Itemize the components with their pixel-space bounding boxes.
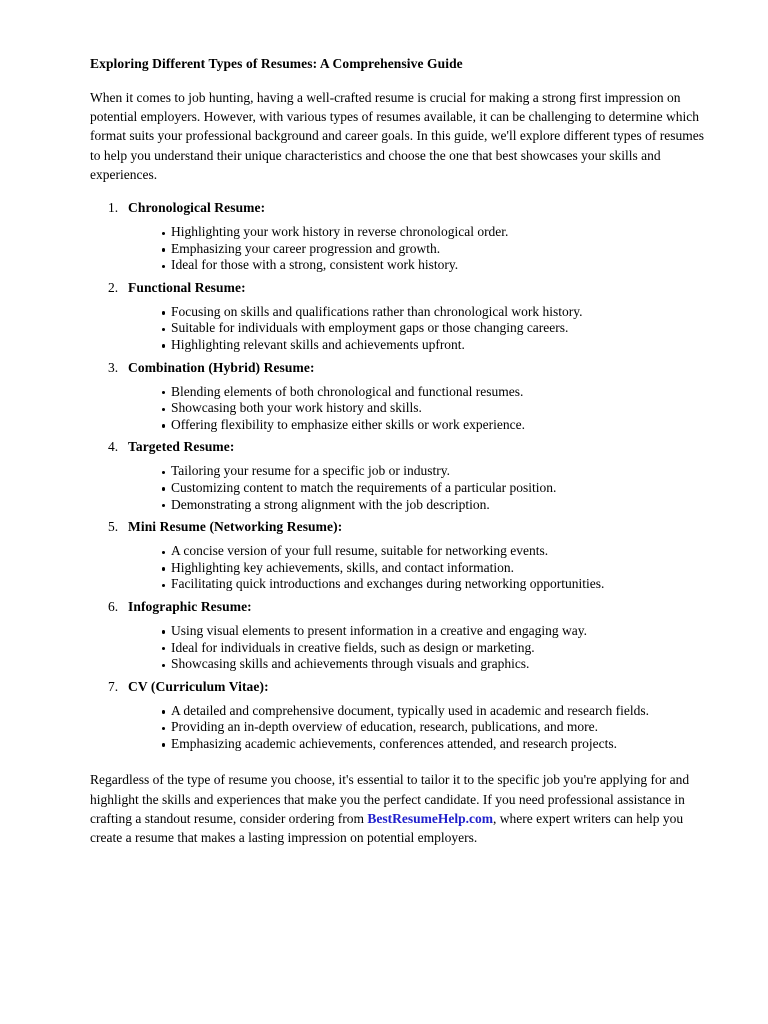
list-item xyxy=(163,463,691,480)
list-item xyxy=(163,576,691,593)
bullet-icon xyxy=(162,551,165,554)
detail-text: Showcasing both your work history and skills. xyxy=(171,400,422,416)
bullet-icon xyxy=(162,630,165,633)
bullet-icon xyxy=(162,265,165,268)
detail-text: Providing an in-depth overview of education, research, publications, and more. xyxy=(171,719,598,735)
bullet-icon xyxy=(162,487,165,490)
list-item xyxy=(163,304,691,321)
list-item xyxy=(163,640,691,657)
item-heading: Mini Resume (Networking Resume): xyxy=(128,519,343,535)
list-item xyxy=(90,517,706,593)
item-heading: Combination (Hybrid) Resume: xyxy=(128,359,315,375)
closing-paragraph xyxy=(90,770,706,847)
list-item xyxy=(163,543,691,560)
item-heading: Functional Resume: xyxy=(128,279,246,295)
detail-text: Highlighting relevant skills and achievements upfront. xyxy=(171,336,465,352)
list-item xyxy=(90,278,706,354)
bullet-icon xyxy=(162,328,165,331)
detail-text: Suitable for individuals with employment gaps or those changing careers. xyxy=(171,320,569,336)
item-number: 7. xyxy=(108,678,119,694)
closing-text-before-link: Regardless of the type of resume you choose, it's essential to tailor it to the specific job you're applying for and highlight the skills and experiences that make you the perfect candidate. If you need professional assistance in crafting a standout resume, consider ordering from xyxy=(90,772,690,826)
detail-text: Facilitating quick introductions and exchanges during networking opportunities. xyxy=(171,576,605,592)
item-heading: Infographic Resume: xyxy=(128,598,252,614)
list-item xyxy=(90,358,706,434)
list-item xyxy=(163,241,691,258)
list-item xyxy=(90,677,706,753)
item-number: 2. xyxy=(108,279,119,295)
item-number: 1. xyxy=(108,200,119,216)
bullet-icon xyxy=(162,424,165,427)
detail-text: Ideal for those with a strong, consistent work history. xyxy=(171,257,459,273)
list-item xyxy=(163,703,691,720)
detail-text: Ideal for individuals in creative fields, such as design or marketing. xyxy=(171,639,535,655)
list-item xyxy=(163,480,691,497)
list-item xyxy=(163,656,691,673)
detail-text: Highlighting your work history in reverse chronological order. xyxy=(171,224,509,240)
list-item xyxy=(163,560,691,577)
detail-text: Highlighting key achievements, skills, and contact information. xyxy=(171,559,515,575)
bullet-icon xyxy=(162,584,165,587)
list-item xyxy=(163,400,691,417)
list-item xyxy=(163,320,691,337)
bullet-icon xyxy=(162,727,165,730)
list-item xyxy=(163,384,691,401)
detail-text: Blending elements of both chronological and functional resumes. xyxy=(171,383,524,399)
detail-list xyxy=(128,703,706,753)
detail-text: Emphasizing your career progression and growth. xyxy=(171,240,441,256)
bullet-icon xyxy=(162,664,165,667)
detail-list xyxy=(128,384,706,434)
list-item xyxy=(90,597,706,673)
detail-text: A concise version of your full resume, suitable for networking events. xyxy=(171,543,549,559)
bullet-icon xyxy=(162,248,165,251)
bullet-icon xyxy=(162,504,165,507)
detail-text: Focusing on skills and qualifications rather than chronological work history. xyxy=(171,303,583,319)
bestresumehelp-link[interactable]: BestResumeHelp.com xyxy=(367,810,494,826)
bullet-icon xyxy=(162,743,165,746)
detail-text: Tailoring your resume for a specific job or industry. xyxy=(171,463,450,479)
item-heading: CV (Curriculum Vitae): xyxy=(128,678,269,694)
bullet-icon xyxy=(162,408,165,411)
bullet-icon xyxy=(162,311,165,314)
bullet-icon xyxy=(162,344,165,347)
page-title: Exploring Different Types of Resumes: A Comprehensive Guide xyxy=(90,56,463,71)
list-item xyxy=(90,198,706,274)
list-item xyxy=(163,736,691,753)
closing-text-after-link: , where expert writers can help you create a resume that makes a lasting impression on potential employers. xyxy=(90,810,684,846)
item-heading: Chronological Resume: xyxy=(128,200,266,216)
resume-types-list xyxy=(90,198,706,752)
detail-text: A detailed and comprehensive document, typically used in academic and research fields. xyxy=(171,702,649,718)
list-item xyxy=(163,224,691,241)
detail-list xyxy=(128,224,706,274)
bullet-icon xyxy=(162,647,165,650)
list-item xyxy=(163,623,691,640)
item-heading: Targeted Resume: xyxy=(128,439,235,455)
bullet-icon xyxy=(162,391,165,394)
detail-text: Customizing content to match the requirements of a particular position. xyxy=(171,479,557,495)
list-item xyxy=(90,437,706,513)
detail-list xyxy=(128,543,706,593)
item-number: 4. xyxy=(108,439,119,455)
detail-text: Using visual elements to present information in a creative and engaging way. xyxy=(171,622,588,638)
bullet-icon xyxy=(162,471,165,474)
list-item xyxy=(163,719,691,736)
bullet-icon xyxy=(162,232,165,235)
item-number: 5. xyxy=(108,519,119,535)
item-number: 6. xyxy=(108,598,119,614)
list-item xyxy=(163,337,691,354)
detail-text: Offering flexibility to emphasize either skills or work experience. xyxy=(171,416,526,432)
detail-list xyxy=(128,304,706,354)
detail-list xyxy=(128,623,706,673)
list-item xyxy=(163,417,691,434)
bullet-icon xyxy=(162,710,165,713)
item-number: 3. xyxy=(108,359,119,375)
detail-text: Showcasing skills and achievements through visuals and graphics. xyxy=(171,656,530,672)
bullet-icon xyxy=(162,567,165,570)
list-item xyxy=(163,497,691,514)
detail-text: Emphasizing academic achievements, conferences attended, and research projects. xyxy=(171,735,618,751)
intro-paragraph: When it comes to job hunting, having a well-crafted resume is crucial for making a strong first impression on potential employers. However, with various types of resumes available, it can be challenging to determine which format suits your professional background and career goals. In this guide, we'll explore different types of resumes to help you understand their unique characteristics and choose the one that best showcases your skills and experiences. xyxy=(90,90,705,182)
detail-list xyxy=(128,463,706,513)
list-item xyxy=(163,257,691,274)
detail-text: Demonstrating a strong alignment with the job description. xyxy=(171,496,490,512)
